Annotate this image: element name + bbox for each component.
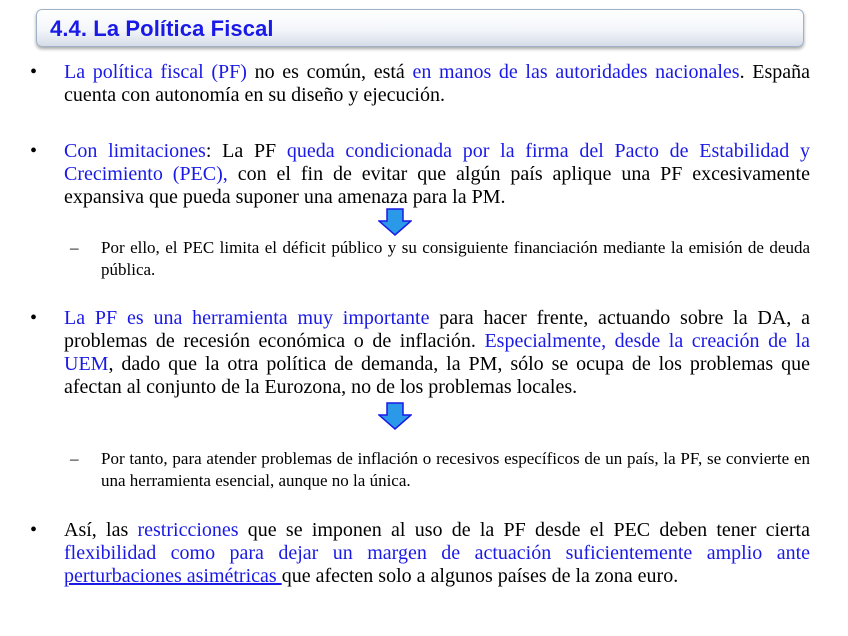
bullet-3-text bbox=[64, 307, 810, 399]
bullet-4-seg-1: Así, las bbox=[64, 519, 138, 541]
bullet-2-seg-2: : La PF bbox=[205, 140, 287, 162]
bullet-2-seg-3: queda condicionada por la firma del Pacto de Estabilidad y Crecimiento (PEC), bbox=[64, 140, 810, 185]
bullet-marker: • bbox=[30, 140, 38, 162]
bullet-1-seg-4: . España cuenta con autonomía en su diseño y ejecución. bbox=[64, 61, 810, 106]
bullet-2-text bbox=[64, 140, 810, 209]
bullet-4-text bbox=[64, 519, 810, 588]
bullet-1-seg-2: no es común, está bbox=[246, 61, 413, 83]
sub-item-1-text: Por ello, el PEC limita el déficit público y su consiguiente financiación mediante la emisión de deuda pública. bbox=[101, 238, 810, 279]
bullet-1-text bbox=[64, 61, 810, 107]
down-arrow-icon bbox=[378, 402, 412, 430]
dash-marker: – bbox=[70, 449, 79, 468]
bullet-3-seg-3: Especialmente, desde la creación de la UEM bbox=[64, 330, 810, 375]
bullet-4-seg-4: flexibilidad como para dejar un margen de actuación suficientemente amplio ante bbox=[64, 542, 810, 564]
bullet-1-seg-1: La política fiscal (PF) bbox=[64, 61, 247, 83]
bullet-3-seg-2: para hacer frente, actuando sobre la DA, a problemas de recesión económica o de inflación. bbox=[64, 307, 810, 352]
slide-title: 4.4. La Política Fiscal bbox=[50, 16, 274, 41]
bullet-3-seg-4: , dado que la otra política de demanda, la PM, sólo se ocupa de los problemas que afectan al conjunto de la Eurozona, no de los problemas locales. bbox=[64, 353, 810, 398]
bullet-4-seg-3: que se imponen al uso de la PF desde el PEC deben tener cierta bbox=[238, 519, 810, 541]
sub-item-2-text: Por tanto, para atender problemas de inflación o recesivos específicos de un país, la PF, se convierte en una herramienta esencial, aunque no la única. bbox=[101, 449, 810, 490]
bullet-marker: • bbox=[30, 307, 38, 329]
bullet-2-seg-1: Con limitaciones bbox=[64, 140, 206, 162]
title-banner bbox=[36, 9, 804, 47]
bullet-marker: • bbox=[30, 519, 38, 541]
bullet-2-seg-4: con el fin de evitar que algún país aplique una PF excesivamente expansiva que pueda suponer una amenaza para la PM. bbox=[64, 163, 810, 208]
bullet-marker: • bbox=[30, 61, 38, 83]
down-arrow-icon bbox=[378, 208, 412, 236]
bullet-1-seg-3: en manos de las autoridades nacionales bbox=[412, 61, 740, 83]
bullet-4-seg-2: restricciones bbox=[137, 519, 239, 541]
bullet-4-seg-6: que afecten solo a algunos países de la zona euro. bbox=[281, 565, 679, 587]
bullet-4-seg-5: perturbaciones asimétricas bbox=[64, 565, 282, 587]
bullet-3-seg-1: La PF es una herramienta muy importante bbox=[64, 307, 430, 329]
dash-marker: – bbox=[70, 238, 79, 257]
